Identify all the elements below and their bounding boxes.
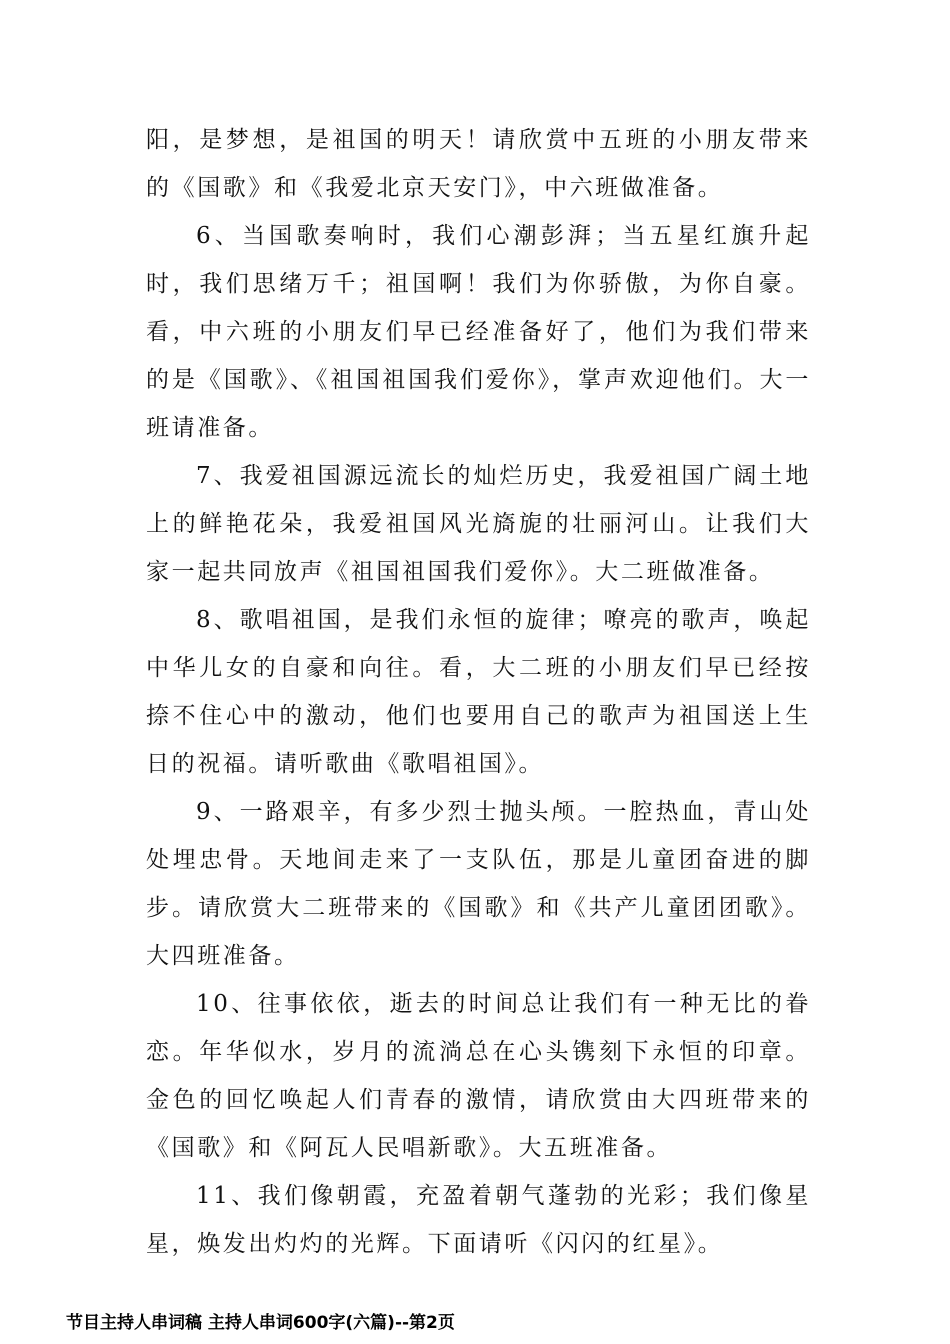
page-footer: 节目主持人串词稿 主持人串词600字(六篇)--第2页 [66, 1313, 455, 1333]
document-body [146, 116, 811, 1268]
paragraph-10: 10、往事依依，逝去的时间总让我们有一种无比的眷恋。年华似水，岁月的流淌总在心头镌刻下永恒的印章。金色的回忆唤起人们青春的激情，请欣赏由大四班带来的《国歌》和《阿瓦人民唱新歌》。大五班准备。 [146, 991, 811, 1161]
paragraph-7: 7、我爱祖国源远流长的灿烂历史，我爱祖国广阔土地上的鲜艳花朵，我爱祖国风光旖旎的壮丽河山。让我们大家一起共同放声《祖国祖国我们爱你》。大二班做准备。 [146, 463, 811, 585]
paragraph-6: 6、当国歌奏响时，我们心潮彭湃；当五星红旗升起时，我们思绪万千；祖国啊！我们为你骄傲，为你自豪。看，中六班的小朋友们早已经准备好了，他们为我们带来的是《国歌》、《祖国祖国我们爱你》，掌声欢迎他们。大一班请准备。 [146, 223, 811, 441]
paragraph-11: 11、我们像朝霞，充盈着朝气蓬勃的光彩；我们像星星，焕发出灼灼的光辉。下面请听《闪闪的红星》。 [146, 1183, 811, 1257]
paragraph-9: 9、一路艰辛，有多少烈士抛头颅。一腔热血，青山处处埋忠骨。天地间走来了一支队伍，那是儿童团奋进的脚步。请欣赏大二班带来的《国歌》和《共产儿童团团歌》。大四班准备。 [146, 799, 811, 969]
paragraph-continued: 阳，是梦想，是祖国的明天！请欣赏中五班的小朋友带来的《国歌》和《我爱北京天安门》，中六班做准备。 [146, 127, 811, 201]
paragraph-8: 8、歌唱祖国，是我们永恒的旋律；嘹亮的歌声，唤起中华儿女的自豪和向往。看，大二班的小朋友们早已经按捺不住心中的激动，他们也要用自己的歌声为祖国送上生日的祝福。请听歌曲《歌唱祖国》。 [146, 607, 811, 777]
